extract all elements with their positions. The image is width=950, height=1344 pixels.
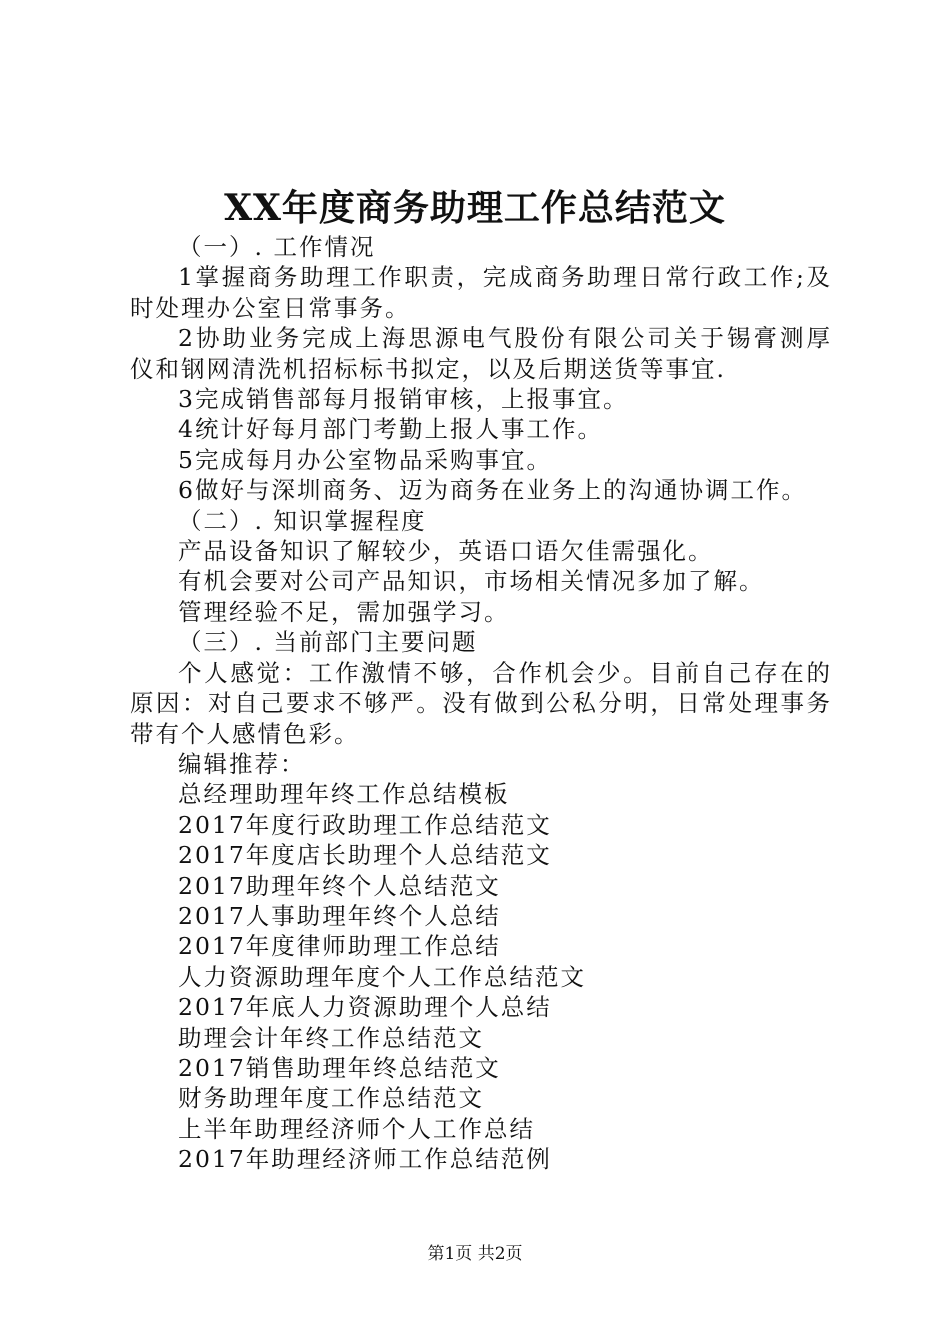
- recommendation-item[interactable]: 2017年助理经济师工作总结范例: [178, 1145, 552, 1174]
- paragraph: 有机会要对公司产品知识，市场相关情况多加了解。: [178, 567, 765, 596]
- recommendation-item[interactable]: 人力资源助理年度个人工作总结范文: [178, 962, 586, 991]
- paragraph: 4统计好每月部门考勤上报人事工作。: [178, 415, 603, 444]
- recommendation-item[interactable]: 2017销售助理年终总结范文: [178, 1053, 501, 1082]
- recommendation-item[interactable]: 2017年底人力资源助理个人总结: [178, 993, 552, 1022]
- recommendation-item[interactable]: 2017人事助理年终个人总结: [178, 901, 501, 930]
- recommend-label: 编辑推荐：: [178, 749, 306, 778]
- paragraph: 1掌握商务助理工作职责，完成商务助理日常行政工作;及时处理办公室日常事务。: [130, 263, 832, 322]
- paragraph: 管理经验不足，需加强学习。: [178, 597, 510, 626]
- paragraph: 2协助业务完成上海思源电气股份有限公司关于锡膏测厚仪和钢网清洗机招标标书拟定，以及后期送货等事宜.: [130, 324, 832, 383]
- section-heading: （二）. 知识掌握程度: [178, 506, 427, 535]
- section-heading: （一）. 工作情况: [178, 233, 376, 261]
- section-heading: （三）. 当前部门主要问题: [178, 628, 478, 657]
- paragraph: 5完成每月办公室物品采购事宜。: [178, 445, 552, 474]
- recommendation-item[interactable]: 2017年度店长助理个人总结范文: [178, 841, 552, 870]
- paragraph: 个人感觉：工作激情不够，合作机会少。目前自己存在的原因：对自己要求不够严。没有做到公私分明，日常处理事务带有个人感情色彩。: [130, 658, 832, 748]
- recommendation-item[interactable]: 财务助理年度工作总结范文: [178, 1084, 484, 1113]
- recommendation-list: [130, 779, 832, 1174]
- document-body: [130, 232, 832, 1175]
- paragraph: 6做好与深圳商务、迈为商务在业务上的沟通协调工作。: [178, 476, 807, 505]
- document-title: XX年度商务助理工作总结范文: [224, 187, 726, 229]
- page-footer: 第1页 共2页: [427, 1244, 523, 1264]
- recommendation-item[interactable]: 2017年度行政助理工作总结范文: [178, 810, 552, 839]
- recommendation-item[interactable]: 总经理助理年终工作总结模板: [178, 780, 510, 809]
- recommendation-item[interactable]: 上半年助理经济师个人工作总结: [178, 1114, 535, 1143]
- paragraph: 3完成销售部每月报销审核，上报事宜。: [178, 385, 629, 414]
- recommendation-item[interactable]: 助理会计年终工作总结范文: [178, 1023, 484, 1052]
- paragraph: 产品设备知识了解较少，英语口语欠佳需强化。: [178, 537, 714, 566]
- recommendation-item[interactable]: 2017年度律师助理工作总结: [178, 932, 501, 961]
- recommendation-item[interactable]: 2017助理年终个人总结范文: [178, 871, 501, 900]
